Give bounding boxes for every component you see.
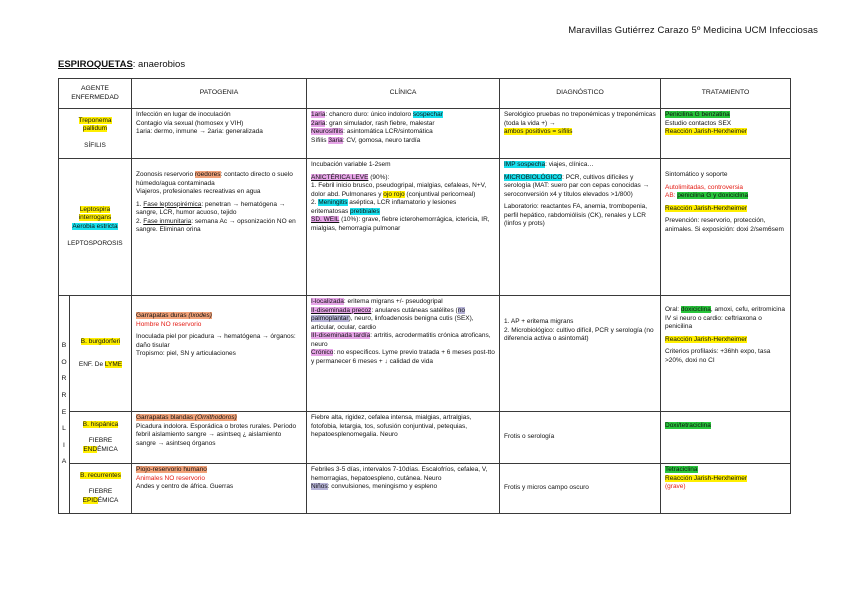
row-burgdorferi bbox=[59, 296, 791, 412]
agent-burgdorferi-name: B. burgdorferi bbox=[80, 337, 121, 345]
agent-leptospira-l1: Leptospira bbox=[79, 205, 111, 213]
text-line: Tropismo: piel, SN y articulaciones bbox=[136, 350, 236, 358]
text-span: 1. Febril inicio brusco, pseudogripal, mialgias, cefaleas, N+V, dolor abd. Pulmonares y bbox=[311, 182, 487, 198]
disease-epid-prefix: EPID bbox=[82, 496, 98, 504]
text-span: Reacción Jarish-Herxheimer bbox=[665, 204, 747, 212]
agent-leptospira bbox=[59, 159, 132, 296]
text-line bbox=[311, 332, 495, 349]
text-span: penicilina G y doxiciclina bbox=[677, 192, 749, 200]
text-line bbox=[311, 137, 495, 146]
recurrentis-patogenia bbox=[132, 464, 307, 514]
text-line bbox=[311, 349, 495, 366]
borrelia-letter: O bbox=[61, 358, 67, 366]
text-span: (conjuntival pericorneal) bbox=[404, 190, 476, 198]
text-span: roedores bbox=[194, 171, 221, 178]
row-leptospira bbox=[59, 159, 791, 296]
disease-epidemica-suffix: ÉMICA bbox=[97, 496, 119, 504]
text-span: 1aria bbox=[311, 111, 326, 118]
disease-lyme: LYME bbox=[104, 360, 123, 368]
recurrentis-diagnostico bbox=[500, 464, 661, 514]
text-line bbox=[136, 466, 302, 475]
text-line: Autolimitadas, controversia bbox=[665, 183, 744, 191]
col-agente-l1: AGENTE bbox=[81, 84, 109, 92]
agent-leptospira-l2: interrogans bbox=[78, 214, 112, 222]
text-line bbox=[504, 174, 656, 200]
row-treponema bbox=[59, 109, 791, 159]
treponema-diagnostico bbox=[500, 109, 661, 159]
text-span: Meningitis bbox=[318, 199, 348, 207]
borrelia-letter: R bbox=[61, 375, 67, 383]
text-line bbox=[311, 120, 495, 129]
text-line: Viajeros, profesionales recreativas en agua bbox=[136, 188, 261, 196]
row-hispanica bbox=[59, 412, 791, 464]
col-diagnostico: DIAGNÓSTICO bbox=[500, 79, 661, 109]
text-span: : asintomática LCR/sintomática bbox=[343, 128, 433, 136]
text-span: Reacción Jarish-Herxheimer bbox=[665, 128, 747, 136]
text-line: Frotis y micros campo oscuro bbox=[504, 484, 589, 492]
text-line bbox=[136, 218, 302, 235]
text-line bbox=[136, 201, 302, 218]
text-line bbox=[311, 199, 495, 216]
text-line bbox=[311, 174, 495, 183]
col-clinica: CLÍNICA bbox=[307, 79, 500, 109]
disease-leptosporosis: LEPTOSPOROSIS bbox=[67, 239, 123, 247]
leptospira-diagnostico bbox=[500, 159, 661, 296]
text-span: IMP sospecha bbox=[504, 161, 546, 168]
text-line bbox=[311, 182, 495, 199]
text-line bbox=[136, 312, 302, 321]
text-line bbox=[665, 422, 786, 431]
text-span: (Ornithodoros) bbox=[194, 414, 237, 421]
agent-leptospira-l3: Aerobia estricta bbox=[72, 223, 118, 230]
text-span: Piojo-reservorio humano bbox=[136, 466, 207, 473]
page-title bbox=[58, 59, 185, 70]
text-span: (90%): bbox=[368, 173, 390, 181]
hispanica-clinica bbox=[307, 412, 500, 464]
text-line: Fiebre alta, rigidez, cefalea intensa, mialgias, artralgias, fotofobia, letargia, tos, sofusión conjuntival, petequias, hepatoesplenomegalia. Neuro bbox=[311, 414, 472, 439]
borrelia-letter: E bbox=[61, 408, 67, 416]
agent-burgdorferi bbox=[70, 296, 132, 412]
treponema-patogenia bbox=[132, 109, 307, 159]
text-span: Penicilina G benzatina bbox=[665, 111, 730, 118]
text-line bbox=[665, 336, 786, 345]
text-line bbox=[665, 192, 786, 201]
text-line: Febriles 3-5 días, intervalos 7-10días. Escalofríos, cefalea, V, hemorragias, hepatoespleno, cutánea. Neuro bbox=[311, 466, 488, 482]
text-span: 2aria bbox=[311, 119, 326, 127]
agent-recurrentis bbox=[70, 464, 132, 514]
col-agente bbox=[59, 79, 132, 109]
text-span: Garrapatas duras bbox=[136, 312, 189, 319]
text-span: : CV, gomosa, neuro tardía bbox=[342, 136, 421, 144]
text-span: Zoonosis reservorio bbox=[136, 171, 195, 178]
text-span: : viajes, clínica… bbox=[545, 161, 594, 168]
text-line: IV si neuro o cardio: ceftriaxona o penicilina bbox=[665, 314, 762, 331]
text-line bbox=[665, 128, 786, 137]
text-line: 2. Microbiológico: cultivo difícil, PCR y serología (no diferencia activa o asintomát) bbox=[504, 326, 654, 343]
text-span: : artritis, acrodermatitis crónica atroficans, neuro bbox=[311, 332, 491, 348]
text-span: Niños bbox=[311, 483, 328, 491]
text-span: ), neuro, linfoadenosis benigna cutis (SEX), articular, ocular, cardio bbox=[311, 315, 474, 331]
treponema-tratamiento bbox=[661, 109, 791, 159]
text-span: (Ixodes) bbox=[188, 312, 212, 319]
text-line: Infección en lugar de inoculación bbox=[136, 111, 231, 118]
agent-treponema-l1: Treponema bbox=[78, 116, 112, 124]
text-span: Crónico bbox=[311, 349, 334, 357]
leptospira-patogenia bbox=[132, 159, 307, 296]
text-span: 2. bbox=[311, 199, 319, 207]
text-line bbox=[311, 483, 495, 492]
text-span: MICROBIOLÓGICO bbox=[504, 173, 563, 181]
text-span: pretibiales bbox=[350, 207, 380, 215]
borrelia-letter: A bbox=[61, 458, 67, 466]
text-line bbox=[311, 307, 495, 333]
text-line bbox=[665, 205, 786, 214]
text-span: 3aria bbox=[328, 136, 343, 144]
borrelia-letter: R bbox=[61, 391, 67, 399]
text-line bbox=[504, 128, 656, 137]
text-span: Neurosífilis bbox=[311, 128, 344, 136]
text-span: : semana Ac → opsonización NO en sangre. Eliminan orina bbox=[136, 217, 296, 234]
text-line: Inoculada piel por picadura → hematógena → órganos: daño tisular bbox=[136, 333, 296, 349]
text-span: Fase leptospirémica bbox=[143, 200, 202, 208]
hispanica-patogenia bbox=[132, 412, 307, 464]
text-line bbox=[311, 298, 495, 307]
text-span: sospechar bbox=[412, 111, 443, 118]
text-line: Hombre NO reservorio bbox=[136, 320, 202, 328]
text-span: Tetraciclina bbox=[665, 466, 698, 473]
text-span: Garrapatas blandas bbox=[136, 414, 195, 421]
burgdorferi-clinica bbox=[307, 296, 500, 412]
text-span: I-localizada bbox=[311, 298, 344, 305]
text-span: AB: bbox=[665, 192, 678, 200]
disease-endemica-suffix: ÉMICA bbox=[97, 445, 118, 453]
text-span: , amoxi, cefu, eritromicina bbox=[710, 306, 785, 313]
text-line bbox=[311, 216, 495, 233]
text-span: ANICTÉRICA LEVE bbox=[311, 173, 369, 181]
leptospira-clinica bbox=[307, 159, 500, 296]
text-line bbox=[311, 111, 495, 120]
text-span: Oral: bbox=[665, 306, 681, 313]
text-span: : eritema migrans +/- pseudogripal bbox=[343, 298, 443, 305]
espiroquetas-table bbox=[58, 78, 791, 514]
document-header: Maravillas Gutiérrez Carazo 5º Medicina UCM Infecciosas bbox=[568, 25, 818, 36]
text-line bbox=[311, 128, 495, 137]
text-line: Estudio contactos SEX bbox=[665, 119, 732, 127]
text-span: 2. bbox=[136, 217, 144, 225]
title-rest: : anaerobios bbox=[132, 59, 186, 70]
burgdorferi-diagnostico bbox=[500, 296, 661, 412]
hispanica-diagnostico bbox=[500, 412, 661, 464]
col-patogenia: PATOGENIA bbox=[132, 79, 307, 109]
text-line: Laboratorio: reactantes FA, anemia, trombopenia, perfil hepático, rabdomiólisis (CK), renales y LCR (linfos y prots) bbox=[504, 203, 648, 228]
text-span: SD. WEIL bbox=[311, 216, 340, 224]
disease-lyme-prefix: ENF. De bbox=[78, 360, 105, 368]
text-line: (grave) bbox=[665, 483, 686, 491]
text-span: ambos positivos = sífilis bbox=[504, 128, 573, 136]
text-line bbox=[136, 414, 302, 423]
text-line: 1. AP + eritema migrans bbox=[504, 318, 574, 325]
disease-fiebre: FIEBRE bbox=[88, 437, 113, 445]
disease-fiebre: FIEBRE bbox=[88, 488, 113, 496]
burgdorferi-tratamiento bbox=[661, 296, 791, 412]
agent-hispanica-name: B. hispánica bbox=[82, 420, 119, 428]
text-span: : convulsiones, meningismo y espleno bbox=[327, 483, 438, 491]
disease-sifilis: SÍFILIS bbox=[84, 141, 106, 149]
text-span: Reacción Jarish-Herxheimer bbox=[665, 335, 747, 343]
text-span: : gran simulador, rash fiebre, malestar bbox=[325, 119, 435, 127]
borrelia-group-label bbox=[59, 296, 70, 514]
text-span: : PCR, cultivos difíciles y serología (MAT: suero par con cepas conocidas → seroconversión x4 y títulos elevados >1/800) bbox=[504, 173, 650, 198]
text-span: : no específicos. Lyme previo tratada + 6 meses post-tto y permanecer 6 meses + ↓ calidad de vida bbox=[311, 349, 495, 366]
text-span: : contacto directo o suelo húmedo/agua contaminada bbox=[136, 171, 293, 187]
treponema-clinica bbox=[307, 109, 500, 159]
text-line: Frotis o serología bbox=[504, 433, 555, 441]
title-main: ESPIROQUETAS bbox=[58, 59, 133, 70]
text-span: no palmoplantar bbox=[311, 306, 465, 323]
header-row bbox=[59, 79, 791, 109]
text-span: : chancro duro: único indoloro bbox=[325, 111, 413, 118]
text-span: Sífilis bbox=[311, 136, 329, 144]
text-span: Reacción Jarish-Herxheimer bbox=[665, 474, 747, 482]
agent-treponema-l2: pallidum bbox=[82, 125, 108, 133]
col-tratamiento: TRATAMIENTO bbox=[661, 79, 791, 109]
text-span: III-diseminada tardía bbox=[311, 332, 371, 340]
text-line: Criterios profilaxis: +36hh expo, tasa >20%, doxi no CI bbox=[665, 348, 771, 364]
text-line bbox=[665, 111, 786, 120]
text-line: Prevención: reservorio, protección, animales. Si exposición: doxi 2/sem6sem bbox=[665, 217, 784, 233]
borrelia-letter: L bbox=[62, 425, 66, 433]
text-line: Picadura indolora. Esporádica o brotes rurales. Período febril aislamiento sangre → asintseq ¿ aislamiento sangre → asintseq órganos bbox=[136, 422, 297, 447]
text-line bbox=[665, 306, 786, 315]
text-line bbox=[504, 161, 656, 170]
leptospira-tratamiento bbox=[661, 159, 791, 296]
text-span: ojo rojo bbox=[383, 190, 405, 198]
text-span: 1. bbox=[136, 200, 144, 208]
text-line bbox=[665, 466, 786, 475]
burgdorferi-patogenia bbox=[132, 296, 307, 412]
text-span: Fase inmunitaria bbox=[143, 217, 192, 225]
text-span: doxiciclina bbox=[680, 306, 711, 313]
agent-recurrentis-name: B. recurrentes bbox=[80, 471, 121, 479]
text-span: II-diseminada precoz bbox=[311, 306, 372, 314]
text-span: : anulares cutáneas satélites ( bbox=[371, 306, 458, 314]
row-recurrentis bbox=[59, 464, 791, 514]
text-line bbox=[665, 475, 786, 484]
text-span: Doxi/tetraciclina bbox=[665, 422, 711, 429]
disease-end-prefix: END bbox=[83, 445, 98, 453]
text-line: Serológico pruebas no treponémicas y treponémicas (toda la vida +) → bbox=[504, 111, 656, 127]
borrelia-letter: I bbox=[63, 441, 65, 449]
text-span: aséptica, LCR inflamatorio y lesiones eritematosas bbox=[311, 199, 457, 215]
hispanica-tratamiento bbox=[661, 412, 791, 464]
text-span: : penetran → hematógena → sangre, LCR, humor acuoso, tejido bbox=[136, 200, 286, 217]
text-line bbox=[136, 171, 302, 188]
text-line: Animales NO reservorio bbox=[136, 474, 205, 482]
text-line: Andes y centro de áfrica. Guerras bbox=[136, 483, 234, 491]
text-line: Incubación variable 1-2sem bbox=[311, 161, 391, 168]
col-agente-l2: ENFERMEDAD bbox=[71, 93, 119, 101]
text-line: 1aria: dermo, inmune → 2aria: generalizada bbox=[136, 128, 263, 136]
recurrentis-clinica bbox=[307, 464, 500, 514]
recurrentis-tratamiento bbox=[661, 464, 791, 514]
agent-treponema bbox=[59, 109, 132, 159]
text-line: Sintomático y soporte bbox=[665, 171, 728, 178]
borrelia-letter: B bbox=[61, 341, 67, 349]
text-span: (10%): grave, fiebre icterohemorrágica, ictericia, IR, mialgias, hemorragia pulmonar bbox=[311, 216, 490, 233]
agent-hispanica bbox=[70, 412, 132, 464]
text-line: Contagio vía sexual (homosex y VIH) bbox=[136, 119, 244, 127]
